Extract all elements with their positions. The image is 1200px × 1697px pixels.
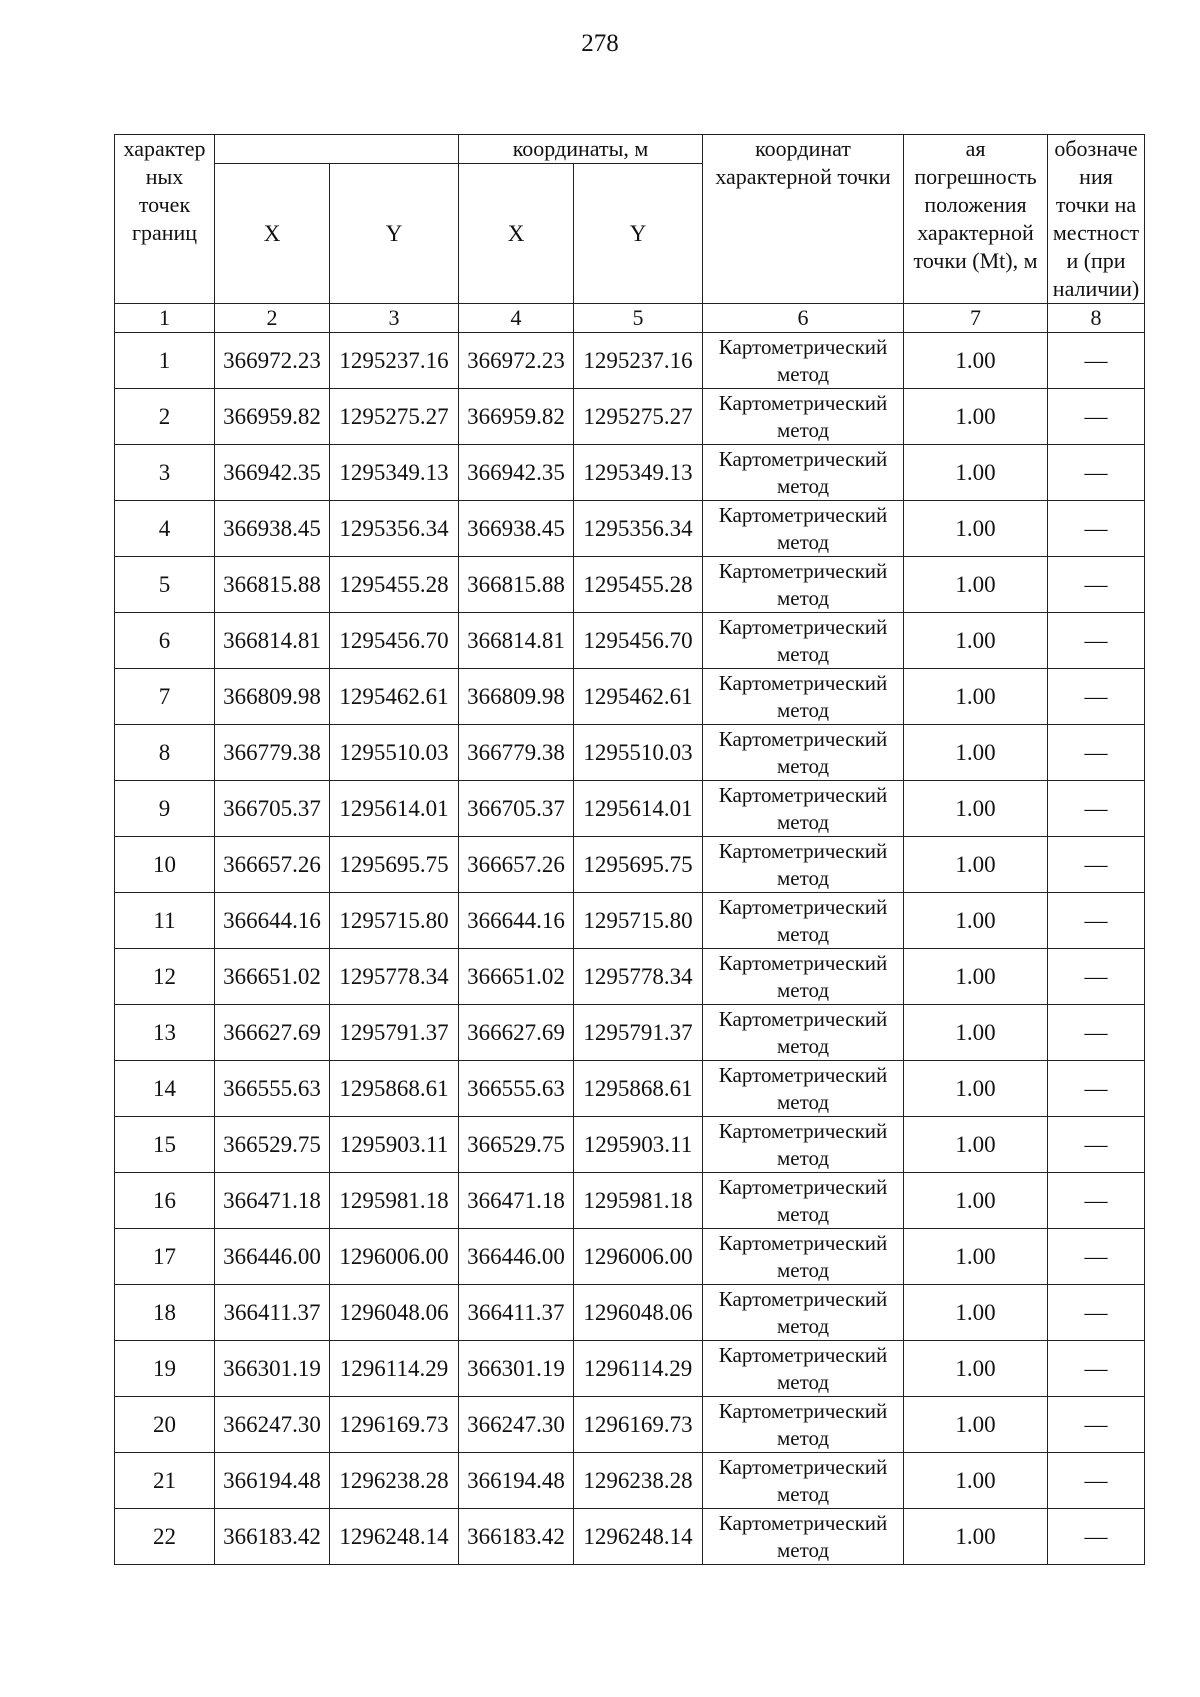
x-refined-cell: 366644.16 (459, 893, 574, 949)
column-number: 6 (703, 304, 904, 333)
y-existing-cell: 1295275.27 (330, 389, 459, 445)
y-existing-cell: 1295510.03 (330, 725, 459, 781)
column-number: 4 (459, 304, 574, 333)
error-cell: 1.00 (904, 1005, 1048, 1061)
method-cell: Картометрический метод (703, 725, 904, 781)
table-row (115, 669, 1145, 725)
x-existing-cell: 366644.16 (215, 893, 330, 949)
y-existing-cell: 1295981.18 (330, 1173, 459, 1229)
table-row (115, 781, 1145, 837)
header-row-top (115, 135, 1145, 164)
x-existing-cell: 366247.30 (215, 1397, 330, 1453)
method-cell: Картометрический метод (703, 1509, 904, 1565)
x-existing-cell: 366446.00 (215, 1229, 330, 1285)
y-existing-cell: 1295695.75 (330, 837, 459, 893)
column-number: 2 (215, 304, 330, 333)
method-cell: Картометрический метод (703, 389, 904, 445)
method-cell: Картометрический метод (703, 669, 904, 725)
error-cell: 1.00 (904, 389, 1048, 445)
y-refined-cell: 1295462.61 (574, 669, 703, 725)
method-cell: Картометрический метод (703, 557, 904, 613)
y-refined-cell: 1295349.13 (574, 445, 703, 501)
y-existing-cell: 1295903.11 (330, 1117, 459, 1173)
marking-cell: — (1048, 1061, 1145, 1117)
method-cell: Картометрический метод (703, 1061, 904, 1117)
x-refined-cell: 366471.18 (459, 1173, 574, 1229)
y-existing-cell: 1295356.34 (330, 501, 459, 557)
error-cell: 1.00 (904, 837, 1048, 893)
x-refined-cell: 366942.35 (459, 445, 574, 501)
x-existing-cell: 366815.88 (215, 557, 330, 613)
y-refined-cell: 1295614.01 (574, 781, 703, 837)
y-existing-cell: 1295455.28 (330, 557, 459, 613)
error-cell: 1.00 (904, 1285, 1048, 1341)
table-row (115, 501, 1145, 557)
column-number-row (115, 304, 1145, 333)
y-existing-cell: 1296248.14 (330, 1509, 459, 1565)
error-cell: 1.00 (904, 1117, 1048, 1173)
point-number-cell: 8 (115, 725, 215, 781)
x-existing-cell: 366942.35 (215, 445, 330, 501)
y-refined-cell: 1295715.80 (574, 893, 703, 949)
y-existing-cell: 1295462.61 (330, 669, 459, 725)
marking-cell: — (1048, 1397, 1145, 1453)
table-row (115, 1397, 1145, 1453)
y-existing-cell: 1295237.16 (330, 333, 459, 389)
point-number-cell: 18 (115, 1285, 215, 1341)
marking-cell: — (1048, 949, 1145, 1005)
point-number-cell: 20 (115, 1397, 215, 1453)
x-existing-cell: 366301.19 (215, 1341, 330, 1397)
x-existing-cell: 366411.37 (215, 1285, 330, 1341)
y-refined-cell: 1295791.37 (574, 1005, 703, 1061)
y-existing-cell: 1296114.29 (330, 1341, 459, 1397)
marking-cell: — (1048, 725, 1145, 781)
header-y-refined: Y (574, 164, 703, 304)
header-method: координат характерной точки (703, 135, 904, 304)
table-body (115, 304, 1145, 1565)
y-refined-cell: 1295275.27 (574, 389, 703, 445)
y-refined-cell: 1295868.61 (574, 1061, 703, 1117)
error-cell: 1.00 (904, 725, 1048, 781)
error-cell: 1.00 (904, 893, 1048, 949)
y-existing-cell: 1295868.61 (330, 1061, 459, 1117)
method-cell: Картометрический метод (703, 1173, 904, 1229)
error-cell: 1.00 (904, 501, 1048, 557)
y-existing-cell: 1295614.01 (330, 781, 459, 837)
point-number-cell: 14 (115, 1061, 215, 1117)
header-empty-group (215, 135, 459, 164)
x-refined-cell: 366183.42 (459, 1509, 574, 1565)
error-cell: 1.00 (904, 445, 1048, 501)
x-existing-cell: 366657.26 (215, 837, 330, 893)
header-error: ая погрешность положения характерной точки (Mt), м (904, 135, 1048, 304)
x-existing-cell: 366779.38 (215, 725, 330, 781)
x-refined-cell: 366814.81 (459, 613, 574, 669)
x-existing-cell: 366183.42 (215, 1509, 330, 1565)
column-number: 3 (330, 304, 459, 333)
header-marking: обозначе ния точки на местност и (при наличии) (1048, 135, 1145, 304)
error-cell: 1.00 (904, 781, 1048, 837)
error-cell: 1.00 (904, 333, 1048, 389)
marking-cell: — (1048, 781, 1145, 837)
marking-cell: — (1048, 1229, 1145, 1285)
table-row (115, 837, 1145, 893)
header-x-existing: X (215, 164, 330, 304)
error-cell: 1.00 (904, 1061, 1048, 1117)
x-existing-cell: 366814.81 (215, 613, 330, 669)
point-number-cell: 2 (115, 389, 215, 445)
point-number-cell: 21 (115, 1453, 215, 1509)
point-number-cell: 10 (115, 837, 215, 893)
point-number-cell: 9 (115, 781, 215, 837)
point-number-cell: 15 (115, 1117, 215, 1173)
method-cell: Картометрический метод (703, 1453, 904, 1509)
x-existing-cell: 366194.48 (215, 1453, 330, 1509)
marking-cell: — (1048, 1285, 1145, 1341)
error-cell: 1.00 (904, 1173, 1048, 1229)
marking-cell: — (1048, 893, 1145, 949)
marking-cell: — (1048, 1509, 1145, 1565)
point-number-cell: 12 (115, 949, 215, 1005)
point-number-cell: 4 (115, 501, 215, 557)
method-cell: Картометрический метод (703, 893, 904, 949)
y-existing-cell: 1296169.73 (330, 1397, 459, 1453)
point-number-cell: 3 (115, 445, 215, 501)
coordinates-table (114, 134, 1145, 1565)
table-row (115, 1173, 1145, 1229)
table-row (115, 389, 1145, 445)
y-refined-cell: 1296048.06 (574, 1285, 703, 1341)
marking-cell: — (1048, 613, 1145, 669)
marking-cell: — (1048, 1341, 1145, 1397)
x-existing-cell: 366809.98 (215, 669, 330, 725)
table-row (115, 1341, 1145, 1397)
x-existing-cell: 366938.45 (215, 501, 330, 557)
error-cell: 1.00 (904, 669, 1048, 725)
marking-cell: — (1048, 669, 1145, 725)
marking-cell: — (1048, 445, 1145, 501)
error-cell: 1.00 (904, 1453, 1048, 1509)
point-number-cell: 17 (115, 1229, 215, 1285)
table-row (115, 725, 1145, 781)
point-number-cell: 6 (115, 613, 215, 669)
error-cell: 1.00 (904, 1341, 1048, 1397)
method-cell: Картометрический метод (703, 1285, 904, 1341)
x-existing-cell: 366972.23 (215, 333, 330, 389)
y-refined-cell: 1295778.34 (574, 949, 703, 1005)
point-number-cell: 22 (115, 1509, 215, 1565)
header-x-refined: X (459, 164, 574, 304)
header-point-number: характер ных точек границ (115, 135, 215, 304)
table-row (115, 1061, 1145, 1117)
y-refined-cell: 1295903.11 (574, 1117, 703, 1173)
y-existing-cell: 1295791.37 (330, 1005, 459, 1061)
method-cell: Картометрический метод (703, 1005, 904, 1061)
marking-cell: — (1048, 837, 1145, 893)
x-existing-cell: 366627.69 (215, 1005, 330, 1061)
x-refined-cell: 366815.88 (459, 557, 574, 613)
y-existing-cell: 1295349.13 (330, 445, 459, 501)
error-cell: 1.00 (904, 949, 1048, 1005)
y-refined-cell: 1295695.75 (574, 837, 703, 893)
error-cell: 1.00 (904, 1229, 1048, 1285)
y-refined-cell: 1296114.29 (574, 1341, 703, 1397)
error-cell: 1.00 (904, 1397, 1048, 1453)
x-refined-cell: 366627.69 (459, 1005, 574, 1061)
method-cell: Картометрический метод (703, 501, 904, 557)
point-number-cell: 19 (115, 1341, 215, 1397)
table-row (115, 893, 1145, 949)
marking-cell: — (1048, 1117, 1145, 1173)
x-refined-cell: 366446.00 (459, 1229, 574, 1285)
method-cell: Картометрический метод (703, 781, 904, 837)
y-refined-cell: 1296238.28 (574, 1453, 703, 1509)
error-cell: 1.00 (904, 1509, 1048, 1565)
x-existing-cell: 366555.63 (215, 1061, 330, 1117)
point-number-cell: 13 (115, 1005, 215, 1061)
table-row (115, 1453, 1145, 1509)
x-refined-cell: 366529.75 (459, 1117, 574, 1173)
marking-cell: — (1048, 557, 1145, 613)
x-refined-cell: 366938.45 (459, 501, 574, 557)
y-refined-cell: 1295456.70 (574, 613, 703, 669)
table-row (115, 1285, 1145, 1341)
x-refined-cell: 366247.30 (459, 1397, 574, 1453)
method-cell: Картометрический метод (703, 949, 904, 1005)
x-refined-cell: 366555.63 (459, 1061, 574, 1117)
page-number: 278 (581, 30, 619, 57)
x-refined-cell: 366705.37 (459, 781, 574, 837)
x-existing-cell: 366959.82 (215, 389, 330, 445)
method-cell: Картометрический метод (703, 445, 904, 501)
x-refined-cell: 366779.38 (459, 725, 574, 781)
y-existing-cell: 1295778.34 (330, 949, 459, 1005)
table-row (115, 1117, 1145, 1173)
y-existing-cell: 1296048.06 (330, 1285, 459, 1341)
x-refined-cell: 366301.19 (459, 1341, 574, 1397)
method-cell: Картометрический метод (703, 1341, 904, 1397)
header-coordinates: координаты, м (459, 135, 703, 164)
x-refined-cell: 366657.26 (459, 837, 574, 893)
method-cell: Картометрический метод (703, 1229, 904, 1285)
point-number-cell: 5 (115, 557, 215, 613)
y-refined-cell: 1295237.16 (574, 333, 703, 389)
x-refined-cell: 366972.23 (459, 333, 574, 389)
point-number-cell: 16 (115, 1173, 215, 1229)
table-row (115, 557, 1145, 613)
y-existing-cell: 1296006.00 (330, 1229, 459, 1285)
marking-cell: — (1048, 389, 1145, 445)
x-refined-cell: 366411.37 (459, 1285, 574, 1341)
point-number-cell: 7 (115, 669, 215, 725)
marking-cell: — (1048, 1173, 1145, 1229)
table-row (115, 333, 1145, 389)
y-refined-cell: 1296248.14 (574, 1509, 703, 1565)
column-number: 5 (574, 304, 703, 333)
column-number: 8 (1048, 304, 1145, 333)
point-number-cell: 1 (115, 333, 215, 389)
y-refined-cell: 1295356.34 (574, 501, 703, 557)
y-refined-cell: 1296169.73 (574, 1397, 703, 1453)
table-row (115, 613, 1145, 669)
table-row (115, 1509, 1145, 1565)
marking-cell: — (1048, 333, 1145, 389)
header-y-existing: Y (330, 164, 459, 304)
table-row (115, 949, 1145, 1005)
x-refined-cell: 366959.82 (459, 389, 574, 445)
x-existing-cell: 366529.75 (215, 1117, 330, 1173)
point-number-cell: 11 (115, 893, 215, 949)
method-cell: Картометрический метод (703, 613, 904, 669)
method-cell: Картометрический метод (703, 1397, 904, 1453)
error-cell: 1.00 (904, 557, 1048, 613)
method-cell: Картометрический метод (703, 837, 904, 893)
marking-cell: — (1048, 1005, 1145, 1061)
error-cell: 1.00 (904, 613, 1048, 669)
column-number: 7 (904, 304, 1048, 333)
marking-cell: — (1048, 501, 1145, 557)
x-refined-cell: 366809.98 (459, 669, 574, 725)
y-refined-cell: 1295455.28 (574, 557, 703, 613)
y-existing-cell: 1295715.80 (330, 893, 459, 949)
y-refined-cell: 1296006.00 (574, 1229, 703, 1285)
x-existing-cell: 366471.18 (215, 1173, 330, 1229)
table-row (115, 1229, 1145, 1285)
x-refined-cell: 366194.48 (459, 1453, 574, 1509)
method-cell: Картометрический метод (703, 1117, 904, 1173)
y-refined-cell: 1295510.03 (574, 725, 703, 781)
y-existing-cell: 1296238.28 (330, 1453, 459, 1509)
marking-cell: — (1048, 1453, 1145, 1509)
x-existing-cell: 366705.37 (215, 781, 330, 837)
x-refined-cell: 366651.02 (459, 949, 574, 1005)
table-row (115, 445, 1145, 501)
method-cell: Картометрический метод (703, 333, 904, 389)
y-existing-cell: 1295456.70 (330, 613, 459, 669)
table-row (115, 1005, 1145, 1061)
x-existing-cell: 366651.02 (215, 949, 330, 1005)
y-refined-cell: 1295981.18 (574, 1173, 703, 1229)
column-number: 1 (115, 304, 215, 333)
